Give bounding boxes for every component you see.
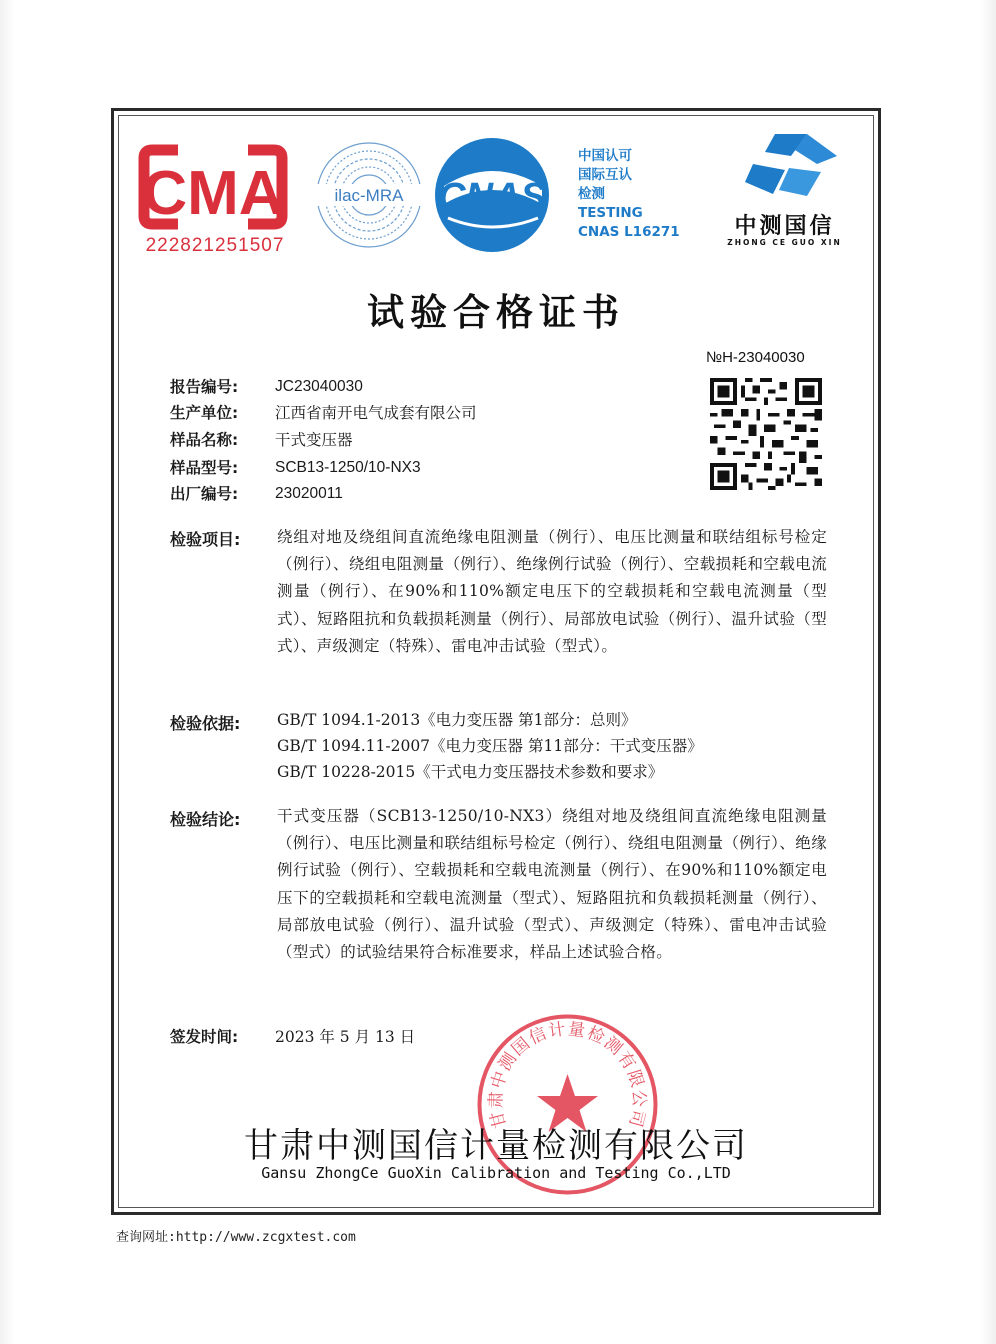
ilac-mra-logo xyxy=(314,140,424,250)
field-label: 报告编号: xyxy=(170,378,239,396)
inspection-basis-list xyxy=(277,707,703,785)
certificate-title: 试验合格证书 xyxy=(367,291,625,334)
field-value: 江西省南开电气成套有限公司 xyxy=(275,404,477,422)
cma-number: 222821251507 xyxy=(145,235,285,256)
inspection-basis-standard: GB/T 10228-2015《干式电力变压器技术参数和要求》 xyxy=(277,763,664,781)
conclusion-text: 干式变压器（SCB13-1250/10-NX3）绕组对地及绕组间直流绝缘电阻测量（例行）、电压比测量和联结组标号检定（例行）、绕组电阻测量（例行）、绝缘例行试验（例行）、空载损耗和空载电流测量（例行）、在90%和110%额定电压下的空载损耗和空载电流测量（型式）、短路阻抗和负载损耗测量（例行）、局部放电试验（例行）、温升试验（型式）、声级测定（特殊）、雷电冲击试验（型式）的试验结果符合标准要求，样品上述试验合格。 xyxy=(277,807,827,962)
inspection-basis-label: 检验依据: xyxy=(170,714,241,733)
inspection-items-label: 检验项目: xyxy=(170,530,241,549)
field-label: 生产单位: xyxy=(170,404,239,422)
cma-mark-text: CMA xyxy=(142,159,284,228)
issuer-name-en: Gansu ZhongCe GuoXin Calibration and Testing Co.,LTD xyxy=(261,1164,731,1182)
inspection-basis-standard: GB/T 1094.11-2007《电力变压器 第11部分：干式变压器》 xyxy=(277,737,703,755)
field-value: JC23040030 xyxy=(275,378,363,395)
zcgx-name: 中测国信 xyxy=(734,214,835,239)
seal-text: 甘肃中测国信计量检测有限公司 xyxy=(486,1019,649,1131)
field-label: 样品名称: xyxy=(170,431,239,449)
issuer-name-cn: 甘肃中测国信计量检测有限公司 xyxy=(244,1126,748,1166)
zcgx-pinyin: ZHONG CE GUO XIN xyxy=(727,238,842,247)
cnas-caption xyxy=(578,147,688,242)
cnas-caption-line: 检测 xyxy=(578,186,605,202)
ilac-mra-text: ilac-MRA xyxy=(334,186,404,205)
issue-date-label: 签发时间: xyxy=(170,1028,239,1046)
field-label: 样品型号: xyxy=(170,459,239,477)
field-value: SCB13-1250/10-NX3 xyxy=(275,459,421,476)
cnas-caption-line: TESTING xyxy=(578,205,643,221)
cnas-caption-line: CNAS L16271 xyxy=(578,224,680,240)
zcgx-logo xyxy=(745,134,837,198)
cnas-text: CNAS xyxy=(438,176,546,218)
field-value: 23020011 xyxy=(275,485,343,502)
qr-code[interactable] xyxy=(710,378,822,490)
issue-date-value: 2023 年 5 月 13 日 xyxy=(275,1028,416,1046)
cnas-caption-line: 国际互认 xyxy=(578,167,632,183)
inspection-items-text: 绕组对地及绕组间直流绝缘电阻测量（例行）、电压比测量和联结组标号检定（例行）、绕组电阻测量（例行）、绝缘例行试验（例行）、空载损耗和空载电流测量（例行）、在90%和110%额定电压下的空载损耗和空载电流测量（型式）、短路阻抗和负载损耗测量（例行）、局部放电试验（例行）、温升试验（型式）、声级测定（特殊）、雷电冲击试验（型式）。 xyxy=(277,528,827,655)
certificate-number: №H-23040030 xyxy=(706,349,805,366)
query-url[interactable]: 查询网址:http://www.zcgxtest.com xyxy=(116,1230,356,1245)
cnas-caption-line: 中国认可 xyxy=(578,148,632,164)
field-label: 出厂编号: xyxy=(170,485,239,503)
field-value: 干式变压器 xyxy=(275,431,353,449)
inspection-basis-standard: GB/T 1094.1-2013《电力变压器 第1部分：总则》 xyxy=(277,711,637,729)
conclusion-label: 检验结论: xyxy=(170,810,241,829)
cnas-logo xyxy=(430,136,555,254)
